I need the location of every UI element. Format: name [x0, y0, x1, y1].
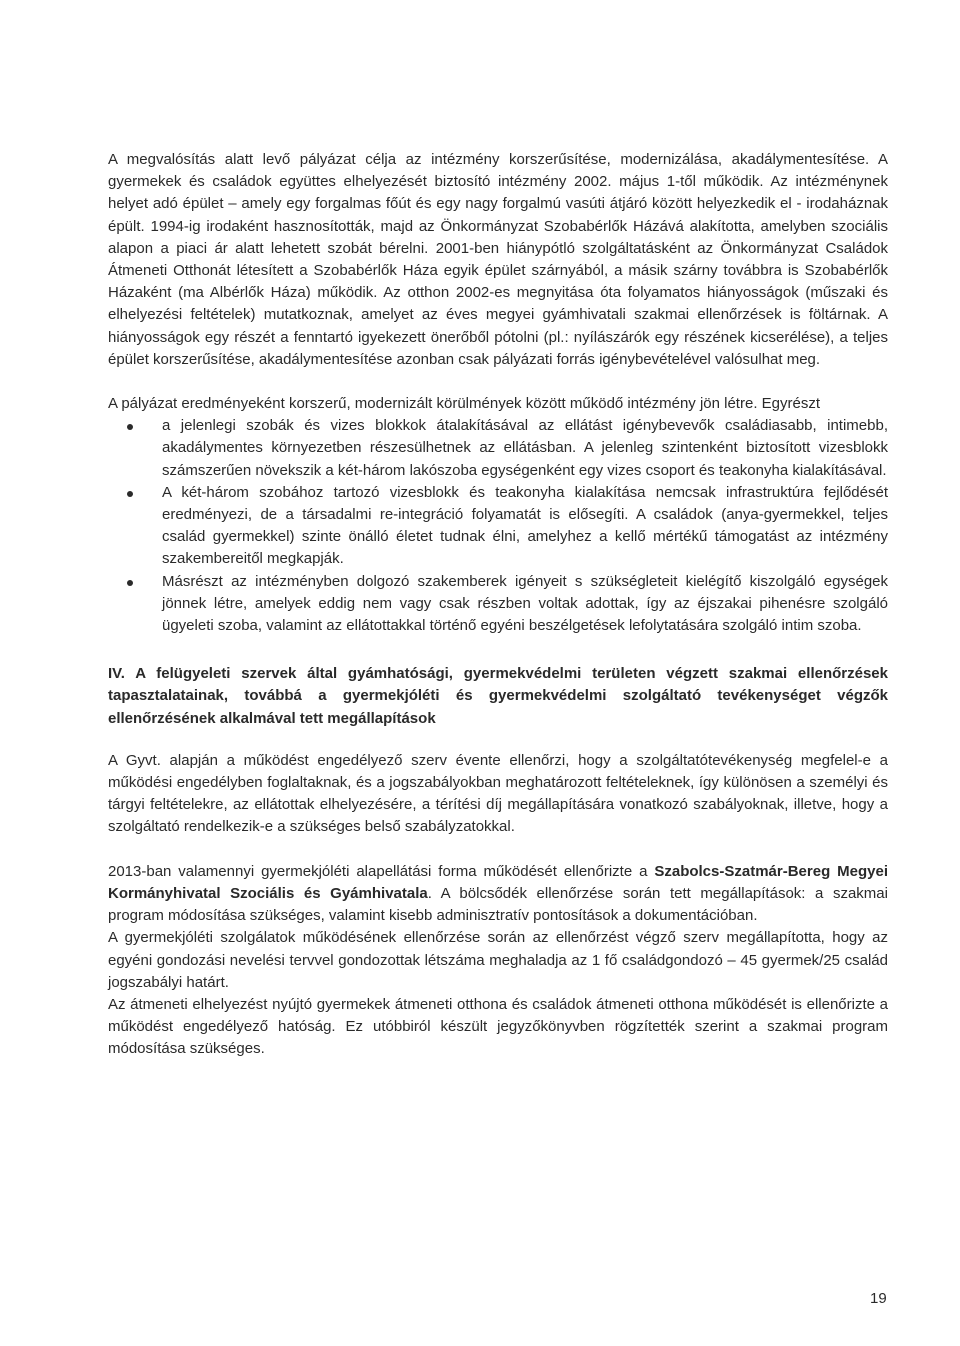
kormanyhivatal-paragraph	[108, 861, 888, 928]
page-number: 19	[870, 1290, 887, 1307]
document-page-content	[108, 149, 888, 1061]
inspection-paragraph: A Gyvt. alapján a működést engedélyező szerv évente ellenőrzi, hogy a szolgáltatótevékenység megfelel-e a működési engedélyben foglaltaknak, és a jogszabályokban meghatározott feltételeknek, így különösen a személyi és tárgyi feltételekre, az ellátottak elhelyezésére, a térítési díj megállapítására vonatkozó szabályoknak, illetve, hogy a szolgáltató rendelkezik-e a szükséges belső szabályzatokkal.	[108, 751, 888, 836]
list-item-text: A két-három szobához tartozó vizesblokk és teakonyha kialakítása nemcsak infrastruktúra fejlődését eredményezi, de a társadalmi re-integráció folyamatát is elősegíti. A családok (anya-gyermekkel, teljes család gyermekkel) szinte önálló életet tudnak élni, amelyhez a kellő mértékű támogatást az intézmény szakembereitől megkapják.	[162, 483, 888, 568]
list-item-text: Másrészt az intézményben dolgozó szakemberek igényeit s szükségleteit kielégítő kiszolgáló egységek jönnek létre, amelyek eddig nem vagy csak részben voltak adottak, így az éjszakai pihenésre szolgáló ügyeleti szoba, valamint az ellátottakkal történő egyéni beszélgetések lefolytatására szolgáló intim szoba.	[162, 572, 888, 635]
list-item-text: a jelenlegi szobák és vizes blokkok átalakításával az ellátást igénybevevők családiasabb, intimebb, akadálymentes környezetben részesülhetnek az ellátásban. A jelenleg szintenként biztosított vizesblokk számszerűen növekszik a két-három lakószoba egységenként egy vizes csoport és teakonyha kialakításával.	[162, 417, 888, 479]
outcome-bullet-list	[108, 415, 888, 637]
temporary-home-paragraph: Az átmeneti elhelyezést nyújtó gyermekek átmeneti otthona és családok átmeneti otthona működését is ellenőrizte a működést engedélyező hatóság. Ez utóbbiról készült jegyzőkönyvben rögzítették szerint a szakmai program módosítása szükséges.	[108, 995, 888, 1058]
list-item	[108, 571, 888, 638]
intro-paragraph: A megvalósítás alatt levő pályázat célja az intézmény korszerűsítése, modernizálása, akadálymentesítése. A gyermekek és családok együttes elhelyezését biztosító intézmény 2002. május 1-től működik. Az intézménynek helyet adó épület – amely egy forgalmas főút és egy nagy forgalmú vasúti átjáró között helyezkedik el - irodaháznak épült. 1994-ig irodaként hasznosították, majd az Önkormányzat Szobabérlők Házává alakította, amelyben szociális alapon a piaci ár alatt lehetett szobát bérelni. 2001-ben hiánypótló szolgáltatásként az Önkormányzat Családok Átmeneti Otthonát létesített a Szobabérlők Háza egyik épület szárnyából, a másik szárny továbbra is Szobabérlők Házaként (ma Albérlők Háza) működik. Az otthon 2002-es megnyitása óta folyamatos hiányosságok (műszaki és elhelyezési feltételek) mutatkoznak, amelyet az éves megyei gyámhivatali szakmai ellenőrzések is föltárnak. A hiányosságok egy részét a fenntartó igyekezett önerőből pótolni (pl.: nyílászárók egy részének kicserélése), a teljes épület korszerűsítése, akadálymentesítése azonban csak pályázati forrás igénybevételével valósulhat meg.	[108, 151, 888, 368]
list-item	[108, 415, 888, 482]
authority-name: Szabolcs-Szatmár-Bereg Megyei Kormányhivatal Szociális és Gyámhivatala	[108, 862, 888, 902]
bullet-icon	[127, 580, 133, 586]
family-support-paragraph: A gyermekjóléti szolgálatok működésének ellenőrzése során az ellenőrzést végző szerv megállapította, hogy az egyéni gondozási nevelési tervvel gondozottak létszáma meghaladja az 1 fő családgondozó – 45 gyermek/25 család jogszabályi határt.	[108, 929, 888, 991]
paragraph-text-end: . A bölcsődék ellenőrzése során tett megállapítások: a szakmai program módosítása szükséges, valamint kisebb adminisztratív pontosítások a dokumentációban.	[108, 884, 888, 925]
bullet-icon	[127, 424, 133, 430]
bullet-icon	[127, 491, 133, 497]
outcome-paragraph: A pályázat eredményeként korszerű, modernizált körülmények között működő intézmény jön létre. Egyrészt	[108, 395, 821, 413]
section-heading: IV. A felügyeleti szervek által gyámhatósági, gyermekvédelmi területen végzett szakmai ellenőrzések tapasztalatainak, továbbá a gyermekjóléti és gyermekvédelmi szolgáltató tevékenységet végzők ellenőrzésének alkalmával tett megállapítások	[108, 665, 888, 727]
list-item	[108, 482, 888, 571]
paragraph-text-start: 2013-ban valamennyi gyermekjóléti alapellátási forma működését ellenőrizte a	[108, 862, 655, 880]
